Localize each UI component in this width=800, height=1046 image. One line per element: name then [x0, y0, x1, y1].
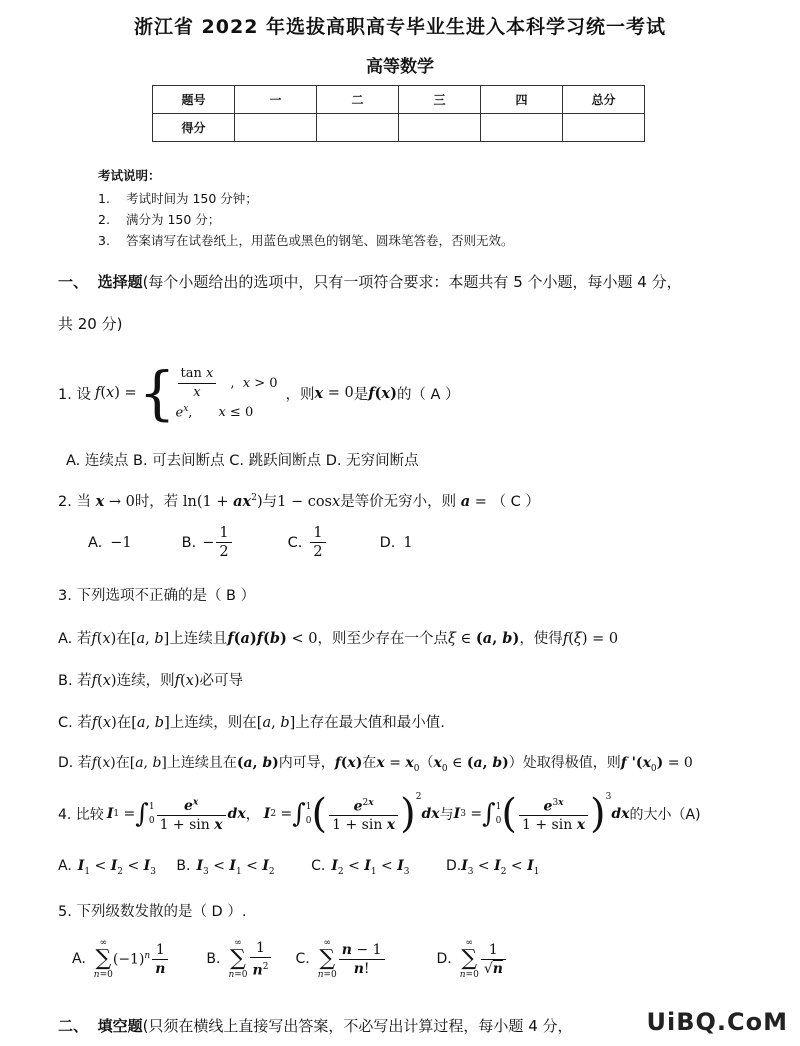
q3-d-t4: 在: [362, 755, 377, 771]
q3-d-prefix: D. 若: [58, 755, 92, 771]
q3-b-prefix: B. 若: [58, 673, 92, 689]
q2-t4: （ C ）: [491, 494, 540, 510]
q4-integral-2: ∫: [292, 799, 306, 829]
score-table: [152, 85, 645, 142]
section-2-label: 二、: [58, 1017, 89, 1035]
q4-i3: I: [453, 806, 461, 822]
q1-fx: f: [94, 385, 101, 401]
note-item: [98, 189, 258, 207]
q5-opt-c-label: C.: [295, 951, 310, 967]
q2-opt-b-label: B.: [181, 534, 197, 551]
q2-opt-a-value: −1: [110, 534, 132, 551]
score-cell-empty: [481, 114, 563, 142]
q3-a-prefix: A. 若: [58, 631, 92, 647]
q2-eq: =: [470, 494, 487, 510]
q1-case-2: [176, 404, 278, 420]
q4-opt-a-value: $I_1 < I_2 < I_3$: [77, 858, 156, 877]
section-1-name: 选择题: [97, 273, 143, 291]
q4-i2-eq: =: [276, 806, 293, 822]
q4-paren-close-3: ): [590, 791, 606, 837]
exam-title: 浙江省 2022 年选拔高职高专毕业生进入本科学习统一考试: [133, 16, 667, 38]
q1-point-eq: = 0: [323, 385, 354, 401]
question-4: [58, 786, 701, 842]
q3-c-t3: 上存在最大值和最小值.: [295, 715, 445, 731]
q2-var-a: a: [460, 493, 471, 510]
q3-d-t1: 在: [115, 755, 130, 771]
q3-option-d: [58, 752, 693, 774]
q3-c-t1: 在: [116, 715, 132, 731]
q5-c-frac: $\frac{n - 1}{n!}$: [339, 941, 385, 978]
q3-a-interval: [a, b]: [130, 631, 170, 647]
q4-i3-sub: 3: [460, 809, 466, 819]
q3-d-t6: ）处取得极值，则: [508, 755, 621, 771]
q4-opt-b-label: B.: [176, 858, 191, 874]
score-cell-header: 二: [317, 86, 399, 114]
q1-prefix: 1. 设: [58, 386, 91, 403]
q2-opt-c-frac: $\frac{1}{2}$: [310, 524, 325, 561]
q5-sum-c: ∞ ∑ n=0: [317, 938, 337, 980]
q3-a-t1: 在: [116, 631, 131, 647]
note-number: 1.: [98, 191, 110, 206]
score-cell-empty: [235, 114, 317, 142]
q4-opt-d-label: D.: [445, 858, 462, 874]
q4-i3-eq: =: [465, 806, 483, 822]
q2-t2: 与: [262, 494, 278, 510]
q4-i1: I: [106, 806, 114, 822]
note-number: 3.: [98, 233, 110, 248]
q4-dx-1: dx: [227, 806, 246, 822]
q2-opt-a-label: A.: [88, 534, 103, 551]
q4-opt-a-label: A.: [58, 858, 72, 874]
q5-options: [72, 938, 508, 980]
note-number: 2.: [98, 212, 110, 227]
section-2-name: 填空题: [97, 1017, 143, 1035]
q2-opt-b-sign: −: [202, 534, 215, 551]
q3-c-prefix: C. 若: [58, 715, 92, 731]
section-2-desc: (只须在横线上直接写出答案，不必写出计算过程，每小题 4 分，: [142, 1017, 573, 1035]
q5-d-frac: $\frac{1}{√n}$: [481, 941, 506, 978]
q2-opt-d-value: 1: [403, 534, 413, 551]
score-row-label: 得分: [153, 114, 235, 142]
notes-heading: 考试说明：: [98, 168, 161, 183]
q4-t2: 与: [439, 807, 454, 823]
q3-d-fx-bold: f(x): [334, 755, 363, 771]
q3-c-interval-2: [a, b]: [256, 715, 296, 731]
q1-exp: $e^x$,: [175, 404, 193, 421]
q5-a-term: $(-1)^n$: [112, 950, 151, 968]
q4-i2-sub: 2: [270, 809, 277, 819]
q1-point: x: [314, 384, 324, 402]
q2-opt-c-label: C.: [287, 534, 303, 551]
q1-case-1: [176, 365, 278, 402]
q4-t1: ，: [245, 807, 260, 823]
note-item: [98, 210, 220, 228]
note-item: [98, 231, 514, 249]
score-cell-header: 一: [235, 86, 317, 114]
q1-fx-ref-arg: (x): [374, 384, 397, 402]
section-1-desc: (每个小题给出的选项中，只有一项符合要求：本题共有 5 个小题，每小题 4 分，: [142, 273, 682, 291]
q3-d-x-eq: $x = x_0$: [376, 755, 420, 774]
q5-a-frac: $\frac{1}{n}$: [152, 941, 168, 978]
q4-integral-1: ∫: [135, 799, 149, 829]
q3-option-a: [58, 627, 618, 648]
q5-b-frac: $\frac{1}{n^2}$: [250, 939, 272, 980]
note-text: 答案请写在试卷纸上，用蓝色或黑色的钢笔、圆珠笔答卷，否则无效。: [126, 233, 514, 248]
q5-opt-a-label: A.: [72, 951, 86, 967]
q3-c-interval: [a, b]: [131, 715, 170, 731]
q3-d-interval: [a, b]: [129, 755, 167, 771]
q3-a-t4: ，使得: [519, 631, 563, 647]
q4-opt-c-label: C.: [311, 858, 326, 874]
q4-frac-3: $\frac{e^{3x}}{\text{1 + sin x}}$: [519, 794, 588, 835]
q4-opt-d-value: $I_3 < I_2 < I_1$: [461, 858, 540, 877]
q3-b-fx-2: f(x): [174, 673, 200, 689]
q4-paren-open-3: (: [501, 791, 518, 837]
score-cell-empty: [563, 114, 645, 142]
q1-cond-1: , x > 0: [230, 376, 278, 392]
q3-d-open-interval: (a, b): [236, 755, 279, 771]
q3-a-result: f(ξ) = 0: [562, 631, 619, 647]
question-3-stem: 3. 下列选项不正确的是（ B ）: [58, 588, 256, 604]
question-2: [58, 490, 540, 511]
q5-sum-d: ∞ ∑ n=0: [459, 938, 479, 980]
q3-option-b: [58, 669, 243, 690]
q3-d-derivative: f '$(x_0) = 0$: [620, 755, 693, 774]
q4-i1-eq: =: [119, 806, 136, 822]
q2-t3: 是等价无穷小，则: [340, 494, 457, 510]
score-table-header-row: [153, 86, 645, 114]
q4-int2-bounds: 1 0: [305, 802, 312, 826]
q2-t1: 时，若: [134, 494, 179, 510]
q2-opt-b-frac: $\frac{1}{2}$: [216, 524, 231, 561]
q4-frac-1: $\frac{e^x}{\text{1 + sin x}}$: [157, 794, 226, 835]
q1-suffix-b: 是: [353, 386, 369, 403]
q4-opt-c-value: $I_2 < I_1 < I_3$: [331, 858, 410, 877]
score-cell-header: 三: [399, 86, 481, 114]
q4-exp-3: 3: [605, 792, 612, 802]
q1-suffix-c: 的（ A ）: [396, 386, 460, 403]
q2-expr-2: 1 − cosx: [277, 494, 341, 510]
q4-prefix: 4. 比较: [58, 807, 104, 823]
q3-b-t2: 必可导: [199, 673, 243, 689]
q3-b-fx: f(x): [91, 673, 117, 689]
section-1-desc-cont: 共 20 分): [58, 315, 123, 333]
q2-limit: x → 0: [95, 493, 135, 510]
q4-i1-sub: 1: [113, 809, 120, 819]
question-5-stem: 5. 下列级数发散的是（ D ）.: [58, 904, 247, 920]
section-1-heading: [58, 271, 758, 292]
q4-frac-2: $\frac{e^{2x}}{\text{1 + sin x}}$: [329, 794, 398, 835]
q1-tan-frac: $\frac{\text{tan x}}{x}$: [178, 365, 217, 402]
q2-expr-1: $\ln(1 + ax^2)$: [182, 493, 263, 510]
q4-t3: 的大小（A): [629, 807, 701, 823]
score-cell-empty: [399, 114, 481, 142]
q3-d-t2: 上连续且在: [166, 755, 237, 771]
q3-b-t1: 连续，则: [116, 673, 175, 689]
q4-exp-2: 2: [415, 792, 422, 802]
q2-prefix: 2. 当: [58, 494, 91, 510]
q3-c-fx: f(x): [91, 715, 117, 731]
q1-fx-ref: f: [368, 384, 375, 402]
q5-sum-b: ∞ ∑ n=0: [228, 938, 248, 980]
q3-a-t3: ，则至少存在一个点: [317, 631, 448, 647]
q2-opt-d-label: D.: [379, 534, 396, 551]
watermark-logo: UiBQ.CoM: [646, 1008, 788, 1036]
subject-title: 高等数学: [366, 57, 434, 77]
score-cell-empty: [317, 114, 399, 142]
q3-d-fx: f(x): [91, 755, 116, 771]
note-text: 满分为 150 分；: [126, 212, 221, 227]
q4-opt-b-value: $I_3 < I_1 < I_2$: [196, 858, 275, 877]
section-1-label: 一、: [58, 273, 89, 291]
score-cell-header: 四: [481, 86, 563, 114]
q3-d-t3: 内可导，: [278, 755, 335, 771]
q3-a-xi: ξ ∈ (a, b): [447, 630, 520, 647]
score-table-score-row: [153, 114, 645, 142]
q4-options: [58, 858, 539, 877]
q4-dx-3: dx: [611, 806, 630, 822]
score-cell-header: 总分: [563, 86, 645, 114]
q4-paren-close-2: ): [400, 791, 416, 837]
q3-c-t2: 上连续，则在: [169, 715, 257, 731]
q4-i2: I: [263, 806, 271, 822]
q4-int3-bounds: 1 0: [495, 802, 502, 826]
q5-opt-d-label: D.: [436, 951, 452, 967]
q3-a-fx: f(x): [91, 631, 117, 647]
score-cell-header: 题号: [153, 86, 235, 114]
q1-fx-arg: (x) =: [100, 385, 137, 401]
note-text: 考试时间为 150 分钟；: [126, 191, 258, 206]
q1-options: A. 连续点 B. 可去间断点 C. 跳跃间断点 D. 无穷间断点: [66, 453, 419, 469]
q3-option-c: [58, 711, 445, 732]
q4-dx-2: dx: [421, 806, 440, 822]
q1-piecewise: [176, 365, 278, 420]
q3-d-t5: （: [419, 755, 434, 771]
q1-cond-2: x ≤ 0: [218, 404, 254, 420]
q4-paren-open-2: (: [311, 791, 328, 837]
question-1: [58, 358, 460, 428]
q2-options: [88, 524, 413, 561]
section-2-heading: [58, 1015, 618, 1036]
q1-suffix-a: ，则: [285, 386, 315, 403]
q1-brace: {: [138, 359, 176, 427]
q3-a-cond: f(a)f(b) < 0: [227, 630, 318, 647]
q5-opt-b-label: B.: [206, 951, 221, 967]
q3-a-t2: 上连续且: [169, 631, 228, 647]
q4-integral-3: ∫: [482, 799, 496, 829]
q5-sum-a: ∞ ∑ n=0: [93, 938, 113, 980]
q4-int1-bounds: 1 0: [148, 802, 155, 826]
q3-d-x0-in: $x_0$ ∈ (a, b): [433, 755, 509, 774]
